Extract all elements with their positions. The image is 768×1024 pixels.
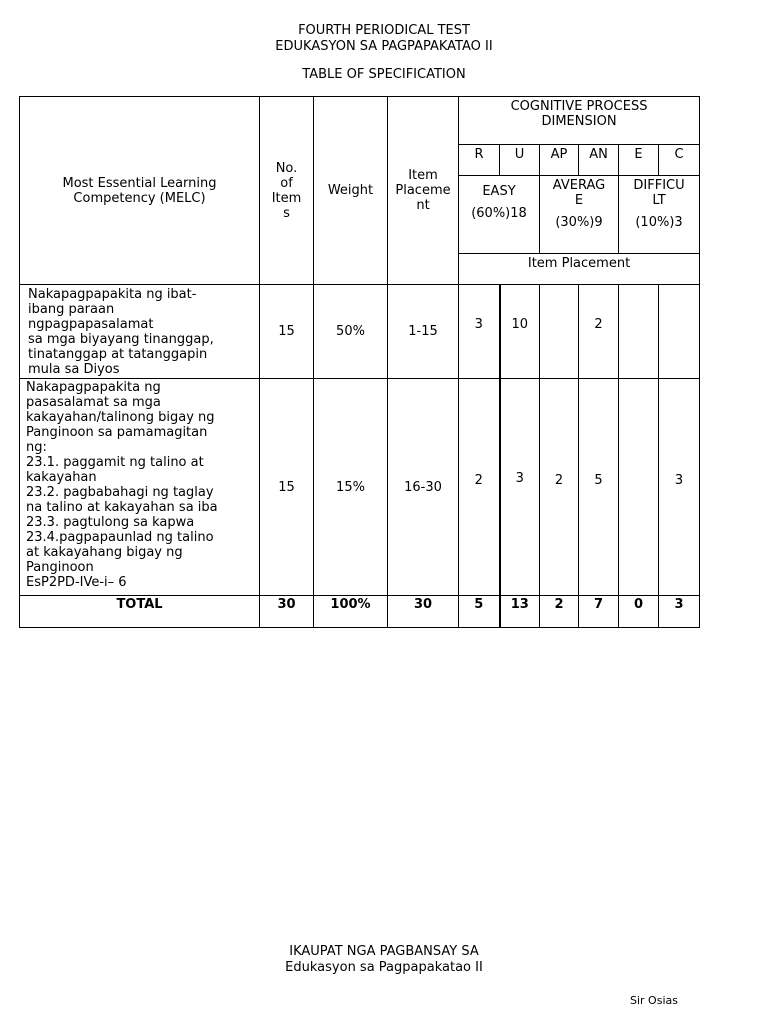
r-cell: 3 [459,285,500,379]
average-cell: AVERAG E (30%)9 [540,176,619,254]
placement-cell: 1-15 [388,285,459,379]
level-e: E [619,145,659,176]
cognitive-header: COGNITIVE PROCESS DIMENSION [459,97,700,145]
total-r: 5 [459,596,500,628]
e-cell [619,379,659,596]
placement-header: Item Placeme nt [388,97,459,285]
total-c: 3 [659,596,700,628]
table-title: TABLE OF SPECIFICATION [302,67,466,82]
an-cell: 5 [579,379,619,596]
total-row [20,596,700,628]
level-c: C [659,145,700,176]
c-cell: 3 [659,379,700,596]
easy-cell: EASY (60%)18 [459,176,540,254]
weight-header: Weight [314,97,388,285]
total-items: 30 [260,596,314,628]
total-e: 0 [619,596,659,628]
difficult-cell: DIFFICU LT (10%)3 [619,176,700,254]
melc-cell: Nakapagpapakita ng ibat- ibang paraan ngpagpapasalamat sa mga biyayang tinanggap, tinatanggap at tatanggapin mula sa Diyos [20,285,260,379]
items-cell: 15 [260,379,314,596]
level-an: AN [579,145,619,176]
level-ap: AP [540,145,579,176]
footer-subject: Edukasyon sa Pagpapakatao II [285,960,483,975]
table-row [20,285,700,379]
ap-cell [540,285,579,379]
total-an: 7 [579,596,619,628]
u-cell: 10 [500,285,540,379]
e-cell [619,285,659,379]
table-row [20,379,700,596]
total-weight: 100% [314,596,388,628]
signature: Sir Osias [630,994,678,1007]
c-cell [659,285,700,379]
r-cell: 2 [459,379,500,596]
placement-cell: 16-30 [388,379,459,596]
items-cell: 15 [260,285,314,379]
footer-title: IKAUPAT NGA PAGBANSAY SA [289,944,479,959]
total-ap: 2 [540,596,579,628]
melc-header: Most Essential Learning Competency (MELC) [20,97,260,285]
an-cell: 2 [579,285,619,379]
total-label: TOTAL [20,596,260,628]
specification-table [19,96,700,628]
level-u: U [500,145,540,176]
total-u: 13 [500,596,540,628]
u-cell: 3 [500,379,540,596]
test-title: FOURTH PERIODICAL TEST [298,23,470,38]
level-r: R [459,145,500,176]
melc-cell: Nakapagpapakita ng pasasalamat sa mga kakayahan/talinong bigay ng Panginoon sa pamamagitan ng: 23.1. paggamit ng talino at kakayahan 23.2. pagbabahagi ng taglay na talino at kakayahan sa iba 23.3. pagtulong sa kapwa 23.4.pagpapaunlad ng talino at kakayahang bigay ng Panginoon EsP2PD-IVe-i– 6 [20,379,260,596]
subject-title: EDUKASYON SA PAGPAPAKATAO II [275,39,493,54]
total-placement: 30 [388,596,459,628]
item-placement-label: Item Placement [459,254,700,285]
items-header: No. of Item s [260,97,314,285]
weight-cell: 50% [314,285,388,379]
ap-cell: 2 [540,379,579,596]
weight-cell: 15% [314,379,388,596]
